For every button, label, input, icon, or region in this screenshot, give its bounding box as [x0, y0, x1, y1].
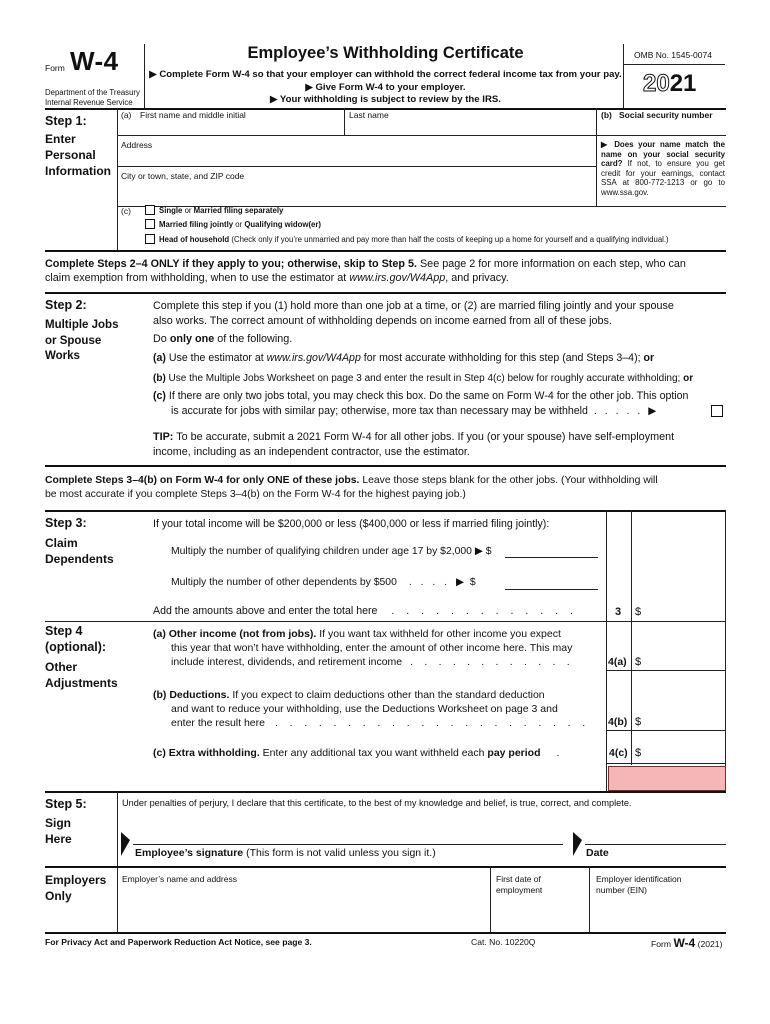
step2-option-c: [153, 390, 688, 402]
step4b-line2: and want to reduce your withholding, use the Deductions Worksheet on page 3 and: [171, 703, 558, 715]
option-c-tag: (c): [153, 390, 166, 402]
step4b-line1: If you expect to claim deductions other than the standard deduction: [229, 689, 545, 701]
step2-top-rule: [45, 292, 726, 294]
line4a-amount-input[interactable]: [644, 656, 726, 670]
single-checkbox[interactable]: [145, 205, 155, 215]
step2-option-c-line2: [171, 405, 659, 417]
employer-name-input[interactable]: [122, 887, 491, 931]
amount-col-mid: [631, 510, 632, 765]
first-name-input[interactable]: [121, 121, 343, 135]
step1-bottom-rule: [45, 250, 726, 252]
line4b-rule: [606, 730, 726, 731]
step1-title-line: Personal: [45, 148, 96, 162]
step4c-line: Enter any additional tax you want withheld each: [259, 747, 488, 759]
dept-line1: Department of the Treasury: [45, 88, 140, 97]
step5-title: [45, 815, 72, 847]
step5-label: Step 5:: [45, 797, 87, 811]
notice2-bold: Complete Steps 3–4(b) on Form W-4 for only ONE of these jobs.: [45, 475, 360, 486]
privacy-notice: For Privacy Act and Paperwork Reduction Act Notice, see page 3.: [45, 937, 312, 947]
footer-form-id: [651, 934, 722, 952]
step2-p1a: Complete this step if you (1) hold more than one job at a time, or (2) are married filing jointly and your spouse: [153, 300, 674, 312]
employers-top-rule: [45, 866, 726, 868]
form-name: W-4: [70, 46, 119, 76]
first-date-input[interactable]: [496, 903, 588, 919]
first-date-label: [496, 874, 542, 896]
single-label: [159, 206, 283, 215]
header-divider-right: [623, 44, 624, 108]
line3-dollar: $: [635, 606, 642, 618]
step4c-pay-period: pay period: [487, 747, 541, 759]
line4c-rule: [606, 763, 726, 764]
step4c-text: [153, 747, 559, 759]
notice-steps-3-4b: [45, 474, 728, 502]
ssn-label: Social security number: [619, 110, 713, 120]
step4a-line1: If you want tax withheld for other income you expect: [316, 628, 561, 640]
address-input[interactable]: [121, 151, 595, 165]
omb-underline: [623, 64, 725, 65]
line4a-number: 4(a): [608, 656, 627, 668]
form-word: Form: [45, 63, 65, 73]
ssn-note: [601, 140, 725, 198]
row-rule-1: [117, 135, 726, 136]
step2-p1b: also works. The correct amount of withholding depends on income earned from all of these jobs.: [153, 314, 612, 327]
step2-option-b: [153, 373, 693, 384]
step4a-bold: (a) Other income (not from jobs).: [153, 628, 317, 640]
field-b-tag: (b): [601, 110, 612, 120]
option-c-text2: is accurate for jobs with similar pay; otherwise, more tax than necessary may be withheld: [171, 405, 588, 417]
first-date-line: First date of: [496, 874, 541, 884]
step5-title-line: Sign: [45, 816, 71, 830]
footer-form-year: (2021): [695, 939, 723, 949]
ssn-divider: [596, 108, 597, 206]
step4a-dots: . . . . . . . . . . . .: [410, 656, 574, 668]
signature-caption-rest: (This form is not valid unless you sign it.): [243, 847, 436, 859]
step4b-bold: (b) Deductions.: [153, 689, 230, 701]
step2-title-line: or Spouse: [45, 334, 102, 347]
step1-title: [45, 131, 111, 179]
filing-bold: Head of household: [159, 235, 230, 244]
signature-caption: [135, 847, 436, 859]
filing-mid: or: [233, 220, 245, 229]
city-input[interactable]: [121, 182, 595, 196]
ssn-note-rest: If not, to ensure you get credit for your earnings, contact SSA at 800-772-1213 or go to www.ssa.gov.: [601, 159, 725, 197]
step3-intro: If your total income will be $200,000 or less ($400,000 or less if married filing jointly):: [153, 518, 550, 530]
option-a-text1: Use the estimator at: [165, 352, 267, 364]
filing-rest: (Check only if you’re unmarried and pay more than half the costs of keeping up a home for yourself and a qualifying individual.): [229, 235, 669, 244]
date-input[interactable]: [588, 828, 726, 844]
line4b-amount-input[interactable]: [644, 716, 726, 730]
step3-total-line: [153, 605, 578, 617]
step4-optional: (optional):: [45, 640, 107, 654]
estimator-link[interactable]: www.irs.gov/W4App: [349, 272, 446, 284]
employer-name-label: Employer’s name and address: [122, 874, 237, 884]
filing-bold: Married filing jointly: [159, 220, 234, 229]
married-jointly-checkbox[interactable]: [145, 219, 155, 229]
option-b-text: Use the Multiple Jobs Worksheet on page 3 and enter the result in Step 4(c) below for roughly accurate withholding;: [165, 373, 684, 384]
filing-mid: or: [182, 206, 194, 215]
first-name-label: First name and middle initial: [140, 110, 246, 120]
employers-title-line: Only: [45, 889, 72, 903]
step4-title-line: Other: [45, 660, 78, 674]
instruction-give: ▶ Give Form W-4 to your employer.: [305, 82, 466, 93]
step2-body: [153, 299, 728, 328]
first-date-line: employment: [496, 885, 543, 895]
step1-title-line: Information: [45, 164, 111, 178]
tax-year-bold: 21: [669, 70, 697, 97]
line3-number: 3: [615, 606, 622, 618]
option-c-text1: If there are only two jobs total, you may check this box. Do the same on Form W-4 for the other job. This option: [165, 390, 689, 402]
line4c-number: 4(c): [609, 747, 628, 759]
other-dependents-dollar: $: [469, 577, 476, 588]
step2-tip: [153, 430, 728, 459]
attention-field[interactable]: [608, 766, 726, 791]
option-a-or: or: [643, 352, 655, 364]
footer-form-name: W-4: [673, 936, 696, 950]
option-b-tag: (b): [153, 373, 166, 384]
filing-bold: Married filing separately: [193, 206, 284, 215]
step2-title: [45, 318, 118, 365]
notice1-rest1: See page 2 for more information on each step, who can: [416, 258, 686, 270]
children-dollar: $: [485, 546, 492, 557]
signature-arrow-icon: [121, 832, 131, 856]
tip-label: TIP:: [153, 431, 174, 443]
header-divider-left: [144, 44, 145, 108]
filing-bold: Qualifying widow(er): [244, 220, 322, 229]
other-dependents-amount-line: [505, 589, 598, 590]
step2-do-one: [153, 333, 292, 345]
row-rule-2: [117, 166, 596, 167]
step5-left-rule: [117, 791, 118, 932]
line4c-dollar: $: [635, 747, 642, 759]
step2-option-a: [153, 352, 654, 364]
employers-only-title: [45, 872, 106, 904]
perjury-statement: Under penalties of perjury, I declare that this certificate, to the best of my knowledge and belief, is true, correct, and complete.: [122, 798, 632, 808]
two-jobs-checkbox[interactable]: [711, 405, 723, 417]
step5-top-rule: [45, 791, 726, 793]
head-of-household-checkbox[interactable]: [145, 234, 155, 244]
step1-title-line: Enter: [45, 132, 76, 146]
step4a-line3: include interest, dividends, and retirement income: [171, 656, 403, 668]
step2-title-line: Works: [45, 350, 80, 362]
field-c-tag: (c): [121, 206, 131, 216]
head-of-household-label: [159, 235, 669, 244]
children-line: [171, 545, 492, 557]
tax-year-outline: 20: [643, 70, 670, 97]
step3-title: [45, 535, 114, 567]
tip-text1: To be accurate, submit a 2021 Form W-4 for all other jobs. If you (or your spouse) have self-employment: [173, 431, 675, 443]
step2-p2a: Do: [153, 333, 170, 345]
ein-line: Employer identification: [596, 874, 682, 884]
line3-amount-input[interactable]: [644, 606, 726, 620]
signature-caption-bold: Employee’s signature: [135, 847, 244, 859]
employers-divider-2: [589, 866, 590, 932]
dept-line2: Internal Revenue Service: [45, 98, 133, 107]
other-dependents-amount-input[interactable]: [518, 575, 602, 589]
step3-total-dots: . . . . . . . . . . . . .: [391, 605, 578, 617]
notice1-bold: Complete Steps 2–4 ONLY if they apply to you; otherwise, skip to Step 5.: [45, 258, 417, 270]
option-b-or: or: [683, 373, 694, 384]
page-title: Employee’s Withholding Certificate: [247, 44, 524, 62]
name-divider: [344, 108, 345, 135]
option-a-text2: for most accurate withholding for this step (and Steps 3–4);: [360, 352, 644, 364]
ein-input[interactable]: [596, 903, 726, 919]
step1-left-rule: [117, 108, 118, 250]
filing-bold: Single: [159, 206, 183, 215]
other-dependents-line: [171, 576, 476, 588]
ein-line: number (EIN): [596, 885, 648, 895]
instruction-complete: ▶ Complete Form W-4 so that your employer can withhold the correct federal income tax from your pay.: [149, 69, 622, 80]
step2-label: Step 2:: [45, 298, 87, 312]
other-dependents-text: Multiply the number of other dependents by $500: [171, 577, 397, 588]
signature-field[interactable]: [135, 820, 560, 842]
notice2-rest2: be most accurate if you complete Steps 3–4(b) on the Form W-4 for the highest paying job.): [45, 489, 466, 500]
step4-label: Step 4: [45, 624, 83, 638]
step4a-line2: this year that won’t have withholding, enter the amount of other income here. This may: [171, 642, 573, 654]
employers-divider-1: [490, 866, 491, 932]
step3-total-text: Add the amounts above and enter the total here: [153, 605, 378, 617]
step4a-text: [153, 627, 574, 669]
field-a-tag: (a): [121, 110, 132, 120]
other-dependents-dots: . . . . ▶: [408, 577, 467, 588]
form-bottom-rule: [45, 932, 726, 934]
tax-year: [643, 70, 696, 98]
step4-title-line: Adjustments: [45, 676, 118, 690]
step4c-dots: .: [556, 747, 560, 759]
step5-title-line: Here: [45, 832, 72, 846]
signature-line: [133, 844, 563, 845]
step3-label: Step 3:: [45, 516, 87, 530]
married-jointly-label: [159, 220, 321, 229]
step2-title-line: Multiple Jobs: [45, 319, 119, 331]
step2-p2b: only one: [169, 333, 215, 345]
step4b-dots: . . . . . . . . . . . . . . . . . . . . . .: [274, 717, 590, 729]
step2-p2c: of the following.: [214, 333, 293, 345]
step2-bottom-rule: [45, 465, 726, 467]
employers-title-line: Employers: [45, 873, 107, 887]
notice1-rest2a: claim exemption from withholding, when to use the estimator at: [45, 272, 350, 284]
line4c-amount-input[interactable]: [644, 747, 726, 761]
notice-steps-2-4: [45, 257, 728, 285]
date-caption: Date: [586, 847, 609, 859]
catalog-number: Cat. No. 10220Q: [471, 937, 536, 947]
line4b-dollar: $: [635, 716, 642, 728]
date-arrow-icon: [573, 832, 583, 856]
instruction-review: ▶ Your withholding is subject to review by the IRS.: [270, 94, 501, 105]
address-label: Address: [121, 140, 153, 150]
step4-title: [45, 659, 118, 691]
step4b-text: [153, 688, 590, 730]
tip-text2: income, including as an independent contractor, use the estimator.: [153, 445, 470, 458]
date-line: [585, 844, 726, 845]
city-label: City or town, state, and ZIP code: [121, 171, 245, 181]
ssn-input[interactable]: [601, 121, 727, 135]
line4a-rule: [606, 670, 726, 671]
amount-col-left: [606, 510, 607, 791]
step3-title-line: Claim: [45, 536, 78, 550]
last-name-label: Last name: [349, 110, 389, 120]
line4b-number: 4(b): [608, 716, 628, 728]
step4b-line3: enter the result here: [171, 717, 265, 729]
option-a-tag: (a): [153, 352, 166, 364]
option-a-link[interactable]: www.irs.gov/W4App: [266, 352, 361, 364]
footer-form-word: Form: [651, 939, 674, 949]
omb-number: OMB No. 1545-0074: [634, 50, 712, 60]
children-amount-input[interactable]: [518, 544, 602, 558]
children-text: Multiply the number of qualifying children under age 17 by $2,000 ▶: [171, 546, 483, 557]
notice2-rest1: Leave those steps blank for the other jobs. (Your withholding will: [359, 475, 658, 486]
ein-label: [596, 874, 682, 896]
line4a-dollar: $: [635, 656, 642, 668]
step4-top-rule: [45, 621, 726, 622]
step3-top-rule: [45, 510, 726, 512]
step1-label: Step 1:: [45, 114, 87, 128]
ssn-note-bold: ▶ Does your name match the name on your social security card?: [601, 140, 725, 169]
step4c-bold: (c) Extra withholding.: [153, 747, 260, 759]
last-name-input[interactable]: [349, 121, 595, 135]
step3-title-line: Dependents: [45, 552, 114, 566]
option-c-dots: . . . . . ▶: [593, 405, 659, 417]
notice1-rest2b: , and privacy.: [445, 272, 509, 284]
